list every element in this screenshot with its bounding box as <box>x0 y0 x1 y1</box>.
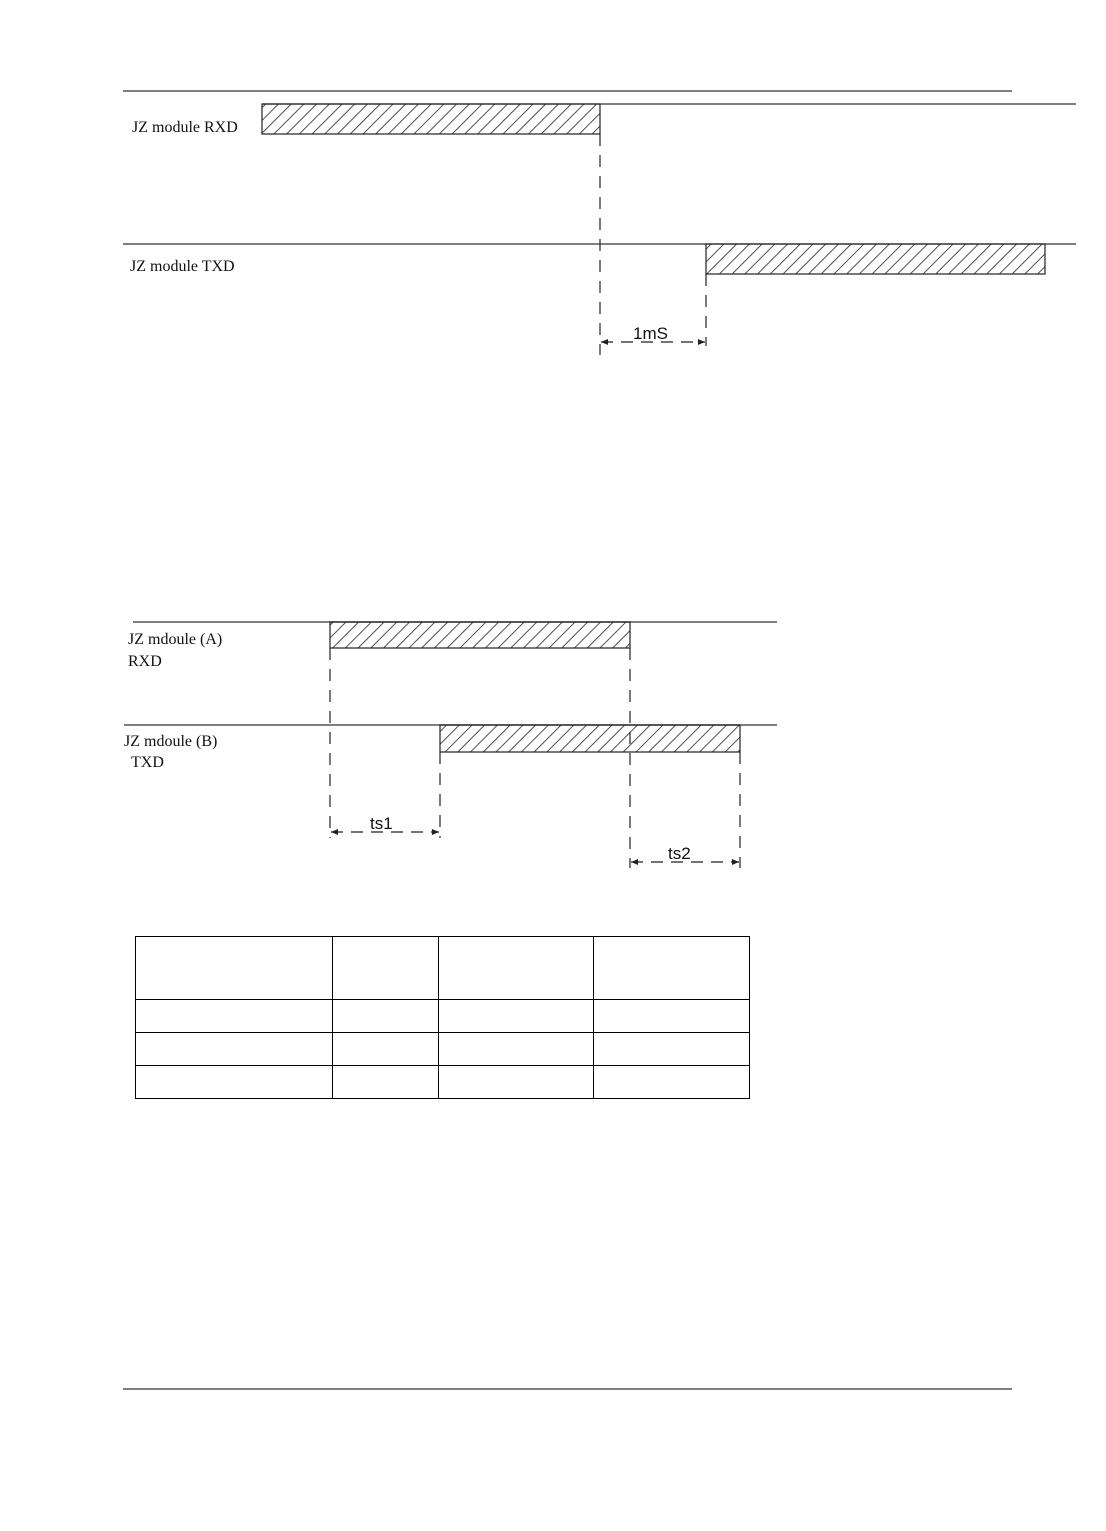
ts1-label: ts1 <box>370 814 393 833</box>
table-cell <box>136 1000 333 1033</box>
ts2-arrow-right <box>732 859 739 865</box>
timing-diagram-2 <box>124 622 777 868</box>
ts1-arrow-right <box>432 829 439 835</box>
ts2-arrow-left <box>631 859 638 865</box>
rxd-label: JZ module RXD <box>132 119 238 136</box>
table-cell <box>333 1033 439 1066</box>
b-txd-active-block <box>440 725 740 752</box>
delay-arrow-right <box>698 339 705 345</box>
table-cell <box>439 937 594 1000</box>
table-header-row <box>136 937 750 1000</box>
ts2-label: ts2 <box>668 844 691 863</box>
table-cell <box>439 1066 594 1099</box>
table-cell <box>439 1000 594 1033</box>
table-cell <box>594 1066 750 1099</box>
table-cell <box>136 937 333 1000</box>
table-row <box>136 1000 750 1033</box>
txd-active-block <box>706 244 1045 274</box>
table-cell <box>333 1000 439 1033</box>
a-rxd-label-line1: JZ mdoule (A) <box>128 631 223 648</box>
b-txd-label-line2: TXD <box>131 754 164 771</box>
table-row <box>136 1066 750 1099</box>
table-cell <box>333 937 439 1000</box>
timing-diagram-1 <box>123 104 1076 355</box>
table-cell <box>333 1066 439 1099</box>
table-cell <box>136 1033 333 1066</box>
rxd-active-block <box>262 104 600 134</box>
delay-arrow-left <box>601 339 608 345</box>
a-rxd-label-line2: RXD <box>128 653 162 670</box>
table-row <box>136 1033 750 1066</box>
delay-label: 1mS <box>633 324 668 343</box>
table-cell <box>594 937 750 1000</box>
table-cell <box>594 1000 750 1033</box>
table-cell <box>594 1033 750 1066</box>
ts1-arrow-left <box>331 829 338 835</box>
table-cell <box>136 1066 333 1099</box>
table-cell <box>439 1033 594 1066</box>
txd-label: JZ module TXD <box>130 258 235 275</box>
a-rxd-active-block <box>330 622 630 648</box>
timing-table <box>135 936 750 1099</box>
b-txd-label-line1: JZ mdoule (B) <box>124 733 218 750</box>
